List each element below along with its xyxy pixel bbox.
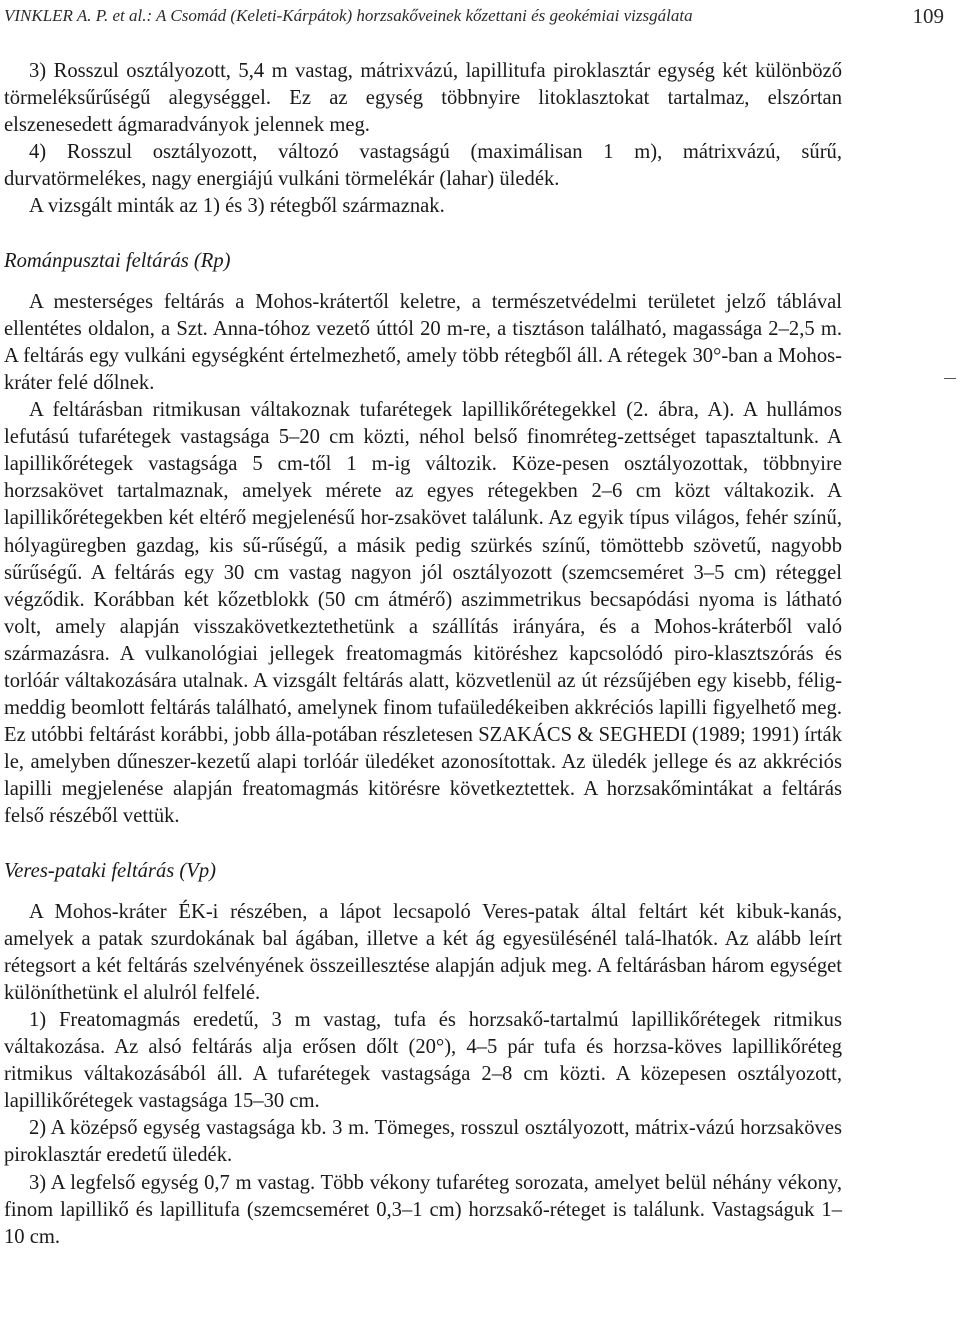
paragraph-unit-3: 3) Rosszul osztályozott, 5,4 m vastag, mátrixvázú, lapillitufa piroklasztár egység két különböző törmeléksűrűségű alegységgel. Ez az egység többnyire litoklasztokat tartalmaz, elszórtan elszenesedett ágmaradványok jelennek meg. — [4, 60, 842, 137]
paragraph-vp-unit-3: 3) A legfelső egység 0,7 m vastag. Több vékony tufaréteg sorozata, amelyet belül néhány vékony, finom lapillikő és lapillitufa (szemcseméret 0,3–1 cm) horzsakő-réteget is találunk. Vastagságuk 1–10 cm. — [4, 1171, 842, 1248]
body-text — [4, 58, 842, 1251]
running-header — [4, 2, 944, 34]
paragraph-vp-unit-1: 1) Freatomagmás eredetű, 3 m vastag, tufa és horzsakő-tartalmú lapillikőrétegek ritmikus váltakozása. Az alsó feltárás alja erősen dőlt (20°), 4–5 pár tufa és horzsa-köves lapillikőréteg ritmikus váltakozásából áll. A tufarétegek vastagsága 2–8 cm közti. A közepesen osztályozott, lapillikőrétegek vastagsága 15–30 cm. — [4, 1009, 842, 1113]
paragraph-rp-description: A feltárásban ritmikusan váltakoznak tufarétegek lapillikőrétegekkel (2. ábra, A). A hullámos lefutású tufarétegek vastagsága 5–20 cm közti, néhol belső finomréteg-zettséget tapasztaltunk. A lapillikőrétegek vastagsága 5 cm-től 1 m-ig változik. Köze-pesen osztályozottak, többnyire horzsakövet tartalmaznak, amelyek mérete az egyes rétegekben 2–6 cm közt váltakozik. A lapillikőrétegekben két eltérő megjelenésű hor-zsakövet találunk. Az egyik típus világos, fehér színű, hólyagüregben gazdag, kis sű-rűségű, a másik pedig szürkés színű, tömöttebb szövetű, nagyobb sűrűségű. A feltárás egy 30 cm vastag nagyon jól osztályozott (szemcseméret 3–5 cm) réteggel végződik. Korábban két kőzetblokk (50 cm átmérő) aszimmetrikus becsapódási nyoma is látható volt, amely alapján visszakövetkeztethetünk a szállítás irányára, és a Mohos-kráterből való származásra. A vulkanológiai jellegek freatomagmás kitöréshez kapcsolódó piro-klasztszórás és torlóár váltakozására utalnak. A vizsgált feltárás alatt, közvetlenül az út rézsűjében egy kisebb, félig-meddig beomlott feltárás található, amelynek finom tufaüledékeiben akkréciós lapilli figyelhető meg. Ez utóbbi feltárást korábbi, jobb álla-potában részletesen SZAKÁCS & SEGHEDI (1989; 1991) írták le, amelyben dűneszer-kezetű alapi torlóár üledéket azonosítottak. Az üledék jellege és az akkréciós lapilli megjelenése alapján freatomagmás kitörésre következtettek. A horzsakőmintákat a feltárás felső részéből vettük. — [4, 399, 842, 828]
paragraph-samples: A vizsgált minták az 1) és 3) rétegből származnak. — [29, 195, 445, 218]
paragraph-vp-location: A Mohos-kráter ÉK-i részében, a lápot lecsapoló Veres-patak által feltárt két kibuk-kanás, amelyek a patak szurdokának bal ágában, illetve a két ág egyesülésénél talá-lhatók. Az alább leírt rétegsort a két feltárás szelvényének összeillesztése alapján adjuk meg. A feltárásban három egységet különíthetünk el alulról felfelé. — [4, 900, 842, 1004]
paragraph-unit-4: 4) Rosszul osztályozott, változó vastagságú (maximálisan 1 m), mátrixvázú, sűrű, durvatörmelékes, nagy energiájú vulkáni törmelékár (lahar) üledék. — [4, 141, 842, 191]
running-title: VINKLER A. P. et al.: A Csomád (Keleti-Kárpátok) horzsakőveinek kőzettani és geokémiai vizsgálata — [4, 6, 693, 25]
paragraph-rp-location: A mesterséges feltárás a Mohos-krátertől keletre, a természetvédelmi területet jelző táblával ellentétes oldalon, a Szt. Anna-tóhoz vezető úttól 20 m-re, a tisztáson található, magassága 2–2,5 m. A feltárás egy vulkáni egységként értelmezhető, amely több rétegből áll. A rétegek 30°-ban a Mohos-kráter felé dőlnek. — [4, 290, 842, 394]
section-heading-rp: Románpusztai feltárás (Rp) — [4, 249, 231, 272]
margin-mark — [944, 378, 956, 379]
paragraph-vp-unit-2: 2) A középső egység vastagsága kb. 3 m. Tömeges, rosszul osztályozott, mátrix-vázú horzsaköves piroklasztár eredetű üledék. — [4, 1117, 842, 1167]
section-heading-vp: Veres-pataki feltárás (Vp) — [4, 859, 216, 882]
page-number: 109 — [912, 4, 944, 28]
